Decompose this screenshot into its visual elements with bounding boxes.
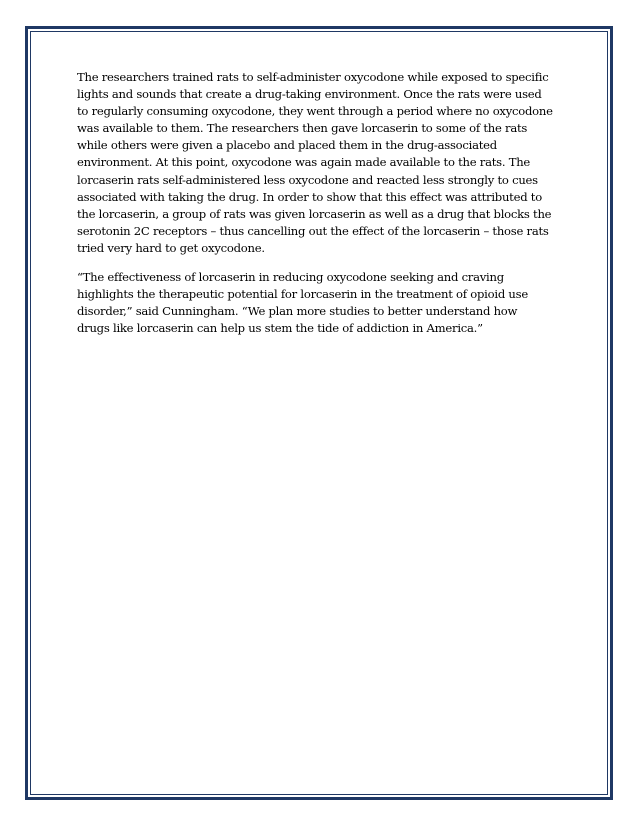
document-body [77,69,553,349]
paragraph-cunningham-quote: “The effectiveness of lorcaserin in reducing oxycodone seeking and craving highlights the therapeutic potential for lorcaserin in the treatment of opioid use disorder,” said Cunningham. “We plan more studies to better understand how drugs like lorcaserin can help us stem the tide of addiction in America.” [77,270,528,336]
paragraph-research-method: The researchers trained rats to self-administer oxycodone while exposed to specific lights and sounds that create a drug-taking environment. Once the rats were used to regularly consuming oxycodone, they went through a period where no oxycodone was available to them. The researchers then gave lorcaserin to some of the rats while others were given a placebo and placed them in the drug-associated environment. At this point, oxycodone was again made available to the rats. The lorcaserin rats self-administered less oxycodone and reacted less strongly to cues associated with taking the drug. In order to show that this effect was attributed to the lorcaserin, a group of rats was given lorcaserin as well as a drug that blocks the serotonin 2C receptors – thus cancelling out the effect of the lorcaserin – those rats tried very hard to get oxycodone. [77,70,553,255]
